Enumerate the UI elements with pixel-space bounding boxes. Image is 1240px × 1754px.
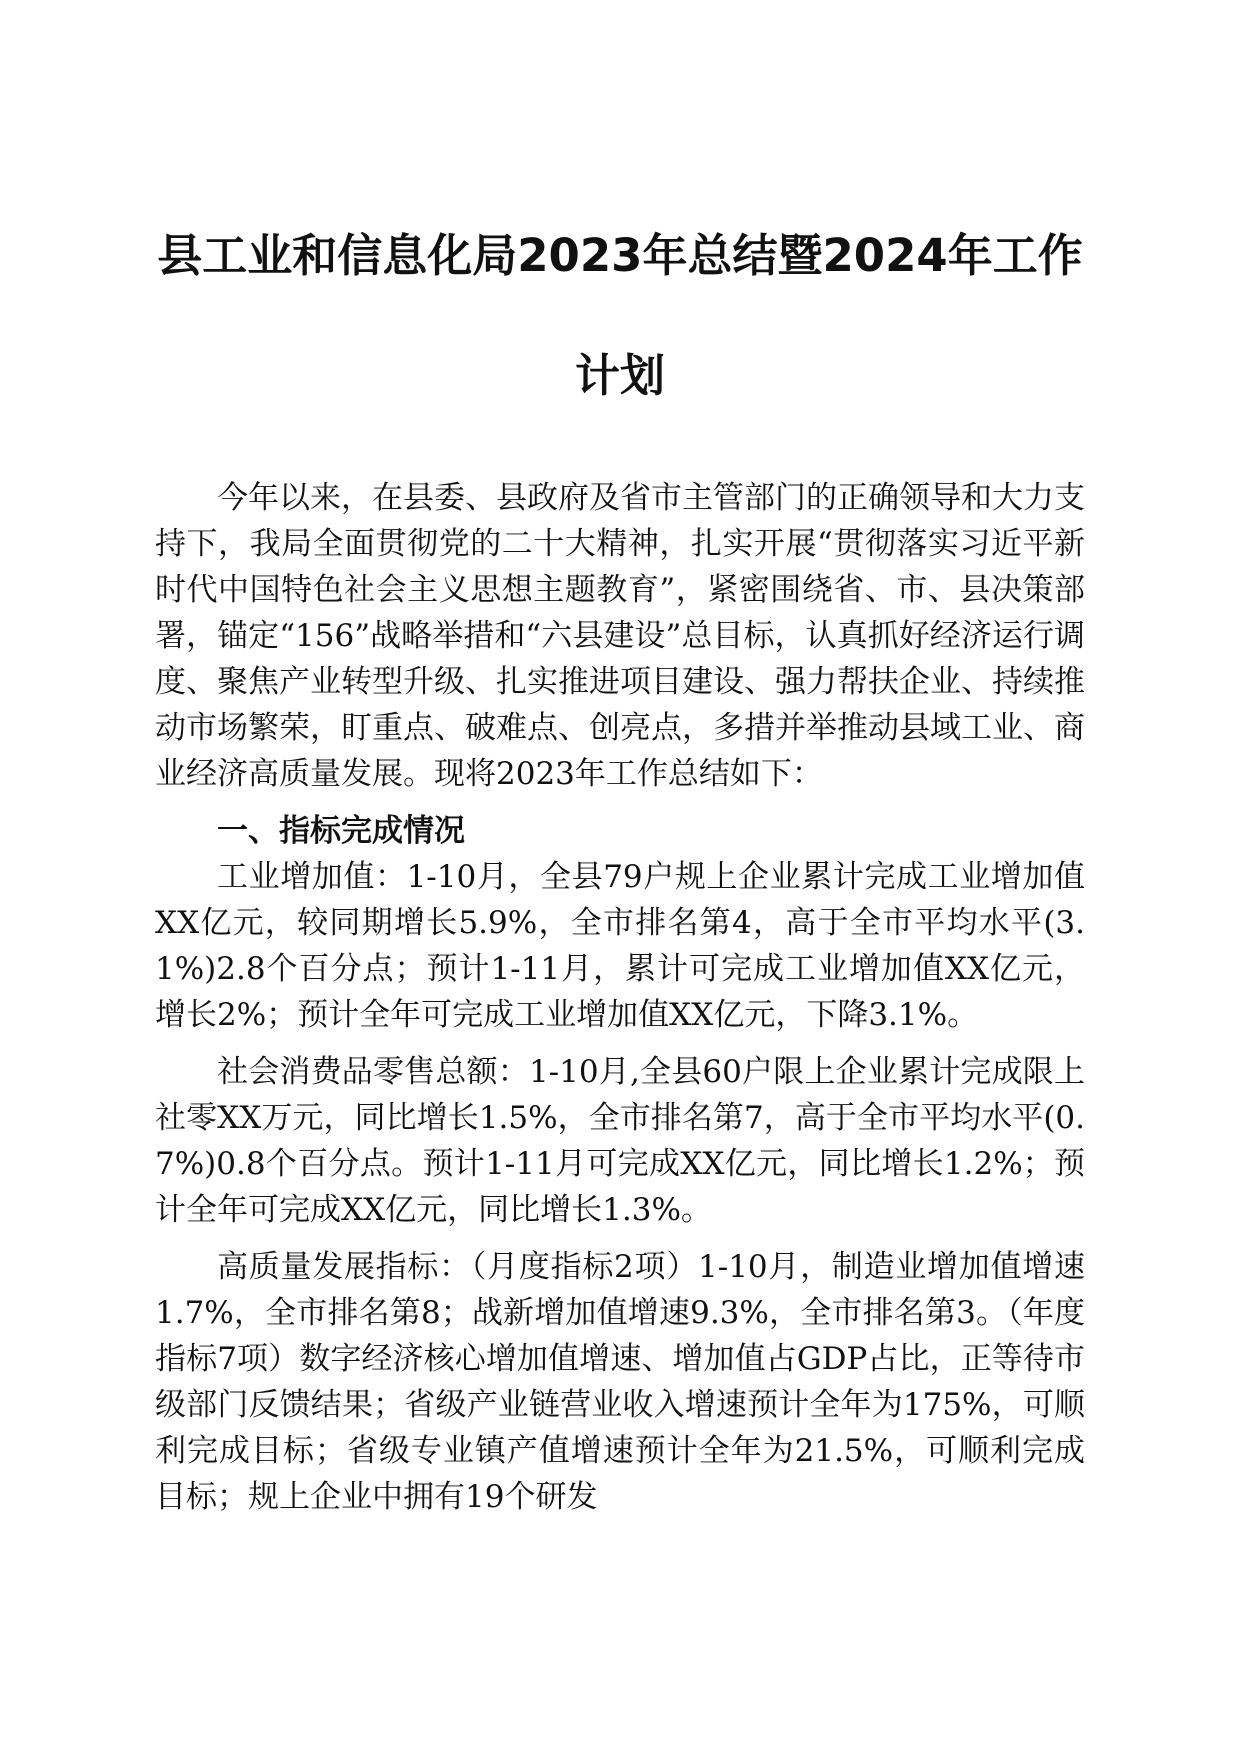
- section-heading: 一、指标完成情况: [217, 813, 465, 849]
- document-body: [155, 475, 1085, 1531]
- document-title-line-2: 计划: [574, 349, 665, 402]
- industrial-value-paragraph: 工业增加值：1-10月，全县79户规上企业累计完成工业增加值XX亿元，较同期增长5.9%，全市排名第4，高于全市平均水平(3.1%)2.8个百分点；预计1-11月，累计可完成工业增加值XX亿元，增长2%；预计全年可完成工业增加值XX亿元，下降3.1%。: [155, 859, 1085, 1033]
- retail-sales-paragraph: 社会消费品零售总额：1-10月,全县60户限上企业累计完成限上社零XX万元，同比增长1.5%，全市排名第7，高于全市平均水平(0.7%)0.8个百分点。预计1-11月可完成XX亿元，同比增长1.2%；预计全年可完成XX亿元，同比增长1.3%。: [155, 1054, 1085, 1228]
- document-title-line-1: 县工业和信息化局2023年总结暨2024年工作: [157, 229, 1083, 282]
- quality-indicators-paragraph: 高质量发展指标：（月度指标2项）1-10月，制造业增加值增速1.7%，全市排名第8；战新增加值增速9.3%，全市排名第3。（年度指标7项）数字经济核心增加值增速、增加值占GDP占比，正等待市级部门反馈结果；省级产业链营业收入增速预计全年为175%，可顺利完成目标；省级专业镇产值增速预计全年为21.5%，可顺利完成目标；规上企业中拥有19个研发: [155, 1249, 1085, 1515]
- intro-paragraph: 今年以来，在县委、县政府及省市主管部门的正确领导和大力支持下，我局全面贯彻党的二十大精神，扎实开展“贯彻落实习近平新时代中国特色社会主义思想主题教育”，紧密围绕省、市、县决策部署，锚定“156”战略举措和“六县建设”总目标，认真抓好经济运行调度、聚焦产业转型升级、扎实推进项目建设、强力帮扶企业、持续推动市场繁荣，盯重点、破难点、创亮点，多措并举推动县域工业、商业经济高质量发展。现将2023年工作总结如下：: [155, 480, 1085, 792]
